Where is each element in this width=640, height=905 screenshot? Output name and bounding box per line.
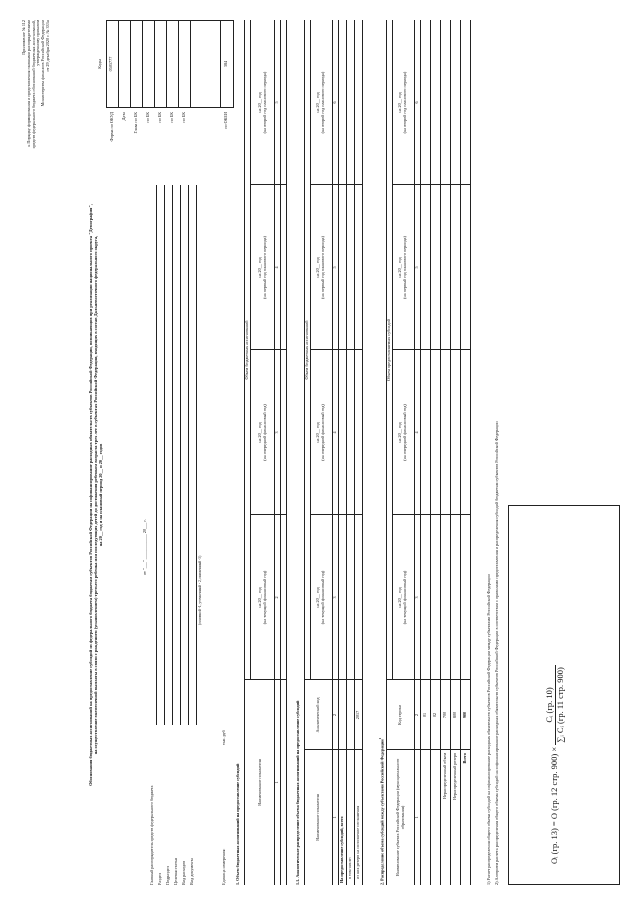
requisite-label: Подраздел bbox=[165, 866, 170, 885]
requisite-line bbox=[164, 185, 165, 725]
column-header: на 20__ год (на текущий финансовый год) bbox=[315, 570, 325, 625]
column-number: 2 bbox=[332, 713, 337, 717]
codes-divider bbox=[178, 20, 179, 108]
row-code: 900 bbox=[462, 711, 467, 719]
column-header: на 20__ год (на второй год планового периода) bbox=[315, 71, 325, 134]
codes-label: Глава по БК bbox=[133, 112, 138, 134]
section-title: 1.1. Аналитическое распределение объема бюджетных ассигнований на предоставление субсидий bbox=[295, 700, 300, 885]
row-code: 01 bbox=[422, 712, 427, 718]
column-header: Аналитический код bbox=[315, 697, 320, 733]
table-row-label: Нераспределенный объем bbox=[442, 753, 447, 800]
appendix-line: Министерства финансов Российской Федерации bbox=[40, 20, 46, 107]
row-code: 700 bbox=[442, 711, 447, 719]
codes-divider bbox=[130, 20, 131, 108]
column-number: 4 bbox=[414, 431, 419, 434]
table-row-label: Всего bbox=[462, 753, 467, 764]
column-header: на 20__ год (на текущий финансовый год) bbox=[397, 570, 407, 625]
column-number: 1 bbox=[332, 816, 337, 819]
formula-fraction bbox=[545, 665, 566, 745]
column-header: на 20__ год (на текущий финансовый год) bbox=[257, 570, 267, 625]
requisite-line bbox=[188, 185, 189, 725]
row-code: 2017 bbox=[355, 710, 360, 720]
requisite-label: Вид документа bbox=[189, 858, 194, 885]
column-header: на 20__ год (на второй год планового периода) bbox=[257, 71, 267, 134]
requisite-line bbox=[156, 185, 157, 725]
column-header: на 20__ год (на второй год планового периода) bbox=[397, 71, 407, 134]
form-okud-label: Форма по ОКУД bbox=[109, 112, 114, 142]
section-title: 2. Распределение объема субсидий между субъектами Российской Федерации$^1$ bbox=[378, 737, 385, 885]
formula-box bbox=[508, 505, 620, 885]
row-code: 02 bbox=[432, 712, 437, 718]
requisite-label: Главный распорядитель средств федерального бюджета bbox=[149, 785, 154, 885]
codes-label: по БК bbox=[169, 112, 174, 123]
title-line-3: на 20__ год и на плановый период 20__ и 20__ годов bbox=[98, 443, 104, 547]
unit-label: Единица измерения: bbox=[221, 848, 226, 885]
requisite-line bbox=[172, 185, 173, 725]
appendix-line: Приложение № 112 bbox=[21, 20, 26, 55]
column-header: на 20__ год (на первый год планового периода) bbox=[257, 236, 267, 299]
section-title: 1. Объем бюджетных ассигнований на предоставление субсидий bbox=[235, 763, 240, 885]
formula bbox=[545, 665, 566, 864]
group-header: Объем предоставляемых субсидий bbox=[386, 319, 391, 381]
requisite-label: Раздел bbox=[157, 873, 162, 885]
column-number: 5 bbox=[274, 101, 279, 104]
column-header: на 20__ год (на очередной финансовый год) bbox=[257, 404, 267, 461]
column-number: 3 bbox=[414, 596, 419, 599]
formula-denominator: ∑ᵢ Cᵢ (гр. 11 стр. 900) bbox=[554, 667, 565, 743]
column-header: на 20__ год (на очередной финансовый год) bbox=[315, 404, 325, 461]
codes-divider bbox=[190, 20, 191, 108]
appendix-line: к Порядку формирования и представления главными распорядителями bbox=[25, 20, 31, 147]
column-number: 5 bbox=[332, 266, 337, 269]
codes-table bbox=[106, 20, 234, 108]
codes-label: по БК bbox=[157, 112, 162, 123]
appendix-line: от 29 декабря 2020 г. № 333н bbox=[45, 20, 51, 72]
footnote: 2) Алгоритм расчета распределения общего объема субсидий на софинансирование расходных обязательств субъектов Российской Федерации в соответствии с правилами предоставления и распределения субсидий бюджетам субъектов Российской Федерации bbox=[494, 421, 499, 885]
column-number: 6 bbox=[332, 101, 337, 104]
section1-1-table bbox=[304, 20, 364, 885]
requisite-label: Вид расходов bbox=[181, 860, 186, 885]
title-line-2: на осуществление ежемесячной выплаты в связи с рождением (усыновлением) третьего ребенка или последующих детей до достижения ребенком возраста трех лет в субъектах Российской Федерации, входящих в состав Дальневосточного федерального округа, bbox=[93, 235, 99, 755]
requisite-line bbox=[180, 185, 181, 725]
formula-lhs: Oᵢ (гр. 13) = O (гр. 12 стр. 900) × bbox=[549, 746, 560, 864]
column-number: 4 bbox=[332, 431, 337, 434]
unit-value: тыс. руб bbox=[221, 730, 226, 745]
requisite-line bbox=[196, 185, 197, 725]
codes-divider bbox=[154, 20, 155, 108]
codes-label: по БК bbox=[145, 112, 150, 123]
column-number: 3 bbox=[274, 431, 279, 434]
column-header: Наименование показателя bbox=[257, 759, 262, 806]
okei-label: по ОКЕИ bbox=[223, 112, 228, 129]
row-code: 800 bbox=[452, 711, 457, 719]
column-number: 6 bbox=[414, 101, 419, 104]
codes-label: по БК bbox=[181, 112, 186, 123]
group-header: Объем бюджетных ассигнований bbox=[304, 320, 309, 380]
codes-divider bbox=[220, 20, 221, 108]
column-number: 3 bbox=[332, 596, 337, 599]
section2-table bbox=[386, 20, 472, 885]
appendix-note bbox=[22, 20, 51, 220]
column-number: 2 bbox=[274, 596, 279, 599]
appendix-line: утвержденному приказом bbox=[35, 20, 41, 66]
column-number: 4 bbox=[274, 266, 279, 269]
column-number: 1 bbox=[274, 781, 279, 784]
codes-label: Дата bbox=[121, 112, 126, 121]
okei-code: 384 bbox=[223, 60, 228, 68]
column-header: Наименование показателя bbox=[315, 794, 320, 841]
footnote: 1) Расчет распределения общего объема субсидий на софинансирование расходных обязательств субъектов Российской Федерации между субъектами Российской Федерации bbox=[486, 574, 491, 885]
form-okud-code: 0505777 bbox=[108, 56, 113, 72]
column-number: 1 bbox=[414, 816, 419, 819]
doc-type-hint: (основной -1, уточненный - 2, сниженный -3) bbox=[198, 555, 202, 625]
codes-divider bbox=[142, 20, 143, 108]
formula-numerator: Cᵢ (гр. 10) bbox=[545, 665, 556, 745]
table-row-label: из них резерв на исполнение соглашения bbox=[355, 805, 360, 879]
date-line: от "___" ____________ 20___ г. bbox=[142, 519, 147, 575]
column-header: на 20__ год (на первый год планового периода) bbox=[315, 236, 325, 299]
table-row-label: На предоставление субсидий, всего bbox=[339, 816, 344, 883]
column-header: Код строки bbox=[397, 705, 402, 725]
document-title bbox=[88, 105, 103, 885]
column-number: 5 bbox=[414, 266, 419, 269]
requisite-label: Целевая статья bbox=[173, 858, 178, 885]
codes-divider bbox=[118, 20, 119, 108]
codes-header: Коды bbox=[97, 59, 102, 69]
column-header: Наименование субъекта Российской Федерации (муниципального образования) bbox=[395, 758, 405, 877]
codes-divider bbox=[166, 20, 167, 108]
table-row-label: в том числе: bbox=[347, 857, 352, 879]
appendix-line: средств федерального бюджета обоснований бюджетных ассигнований, bbox=[30, 20, 36, 149]
column-header: на 20__ год (на очередной финансовый год) bbox=[397, 404, 407, 461]
column-number: 2 bbox=[414, 713, 419, 717]
column-header: на 20__ год (на первый год планового периода) bbox=[397, 236, 407, 299]
section1-table bbox=[244, 20, 286, 885]
title-line-1: Обоснования бюджетных ассигнований на предоставление субсидий из федерального бюджета бюджетам субъектов Российской Федерации на софинансирование расходных обязательств субъектов Российской Федерации, возникающих при реализации национального проекта "Демография", bbox=[88, 204, 93, 786]
table-row-label: Нераспределенный резерв bbox=[452, 753, 457, 800]
group-header: Объем бюджетных ассигнований bbox=[244, 320, 249, 380]
